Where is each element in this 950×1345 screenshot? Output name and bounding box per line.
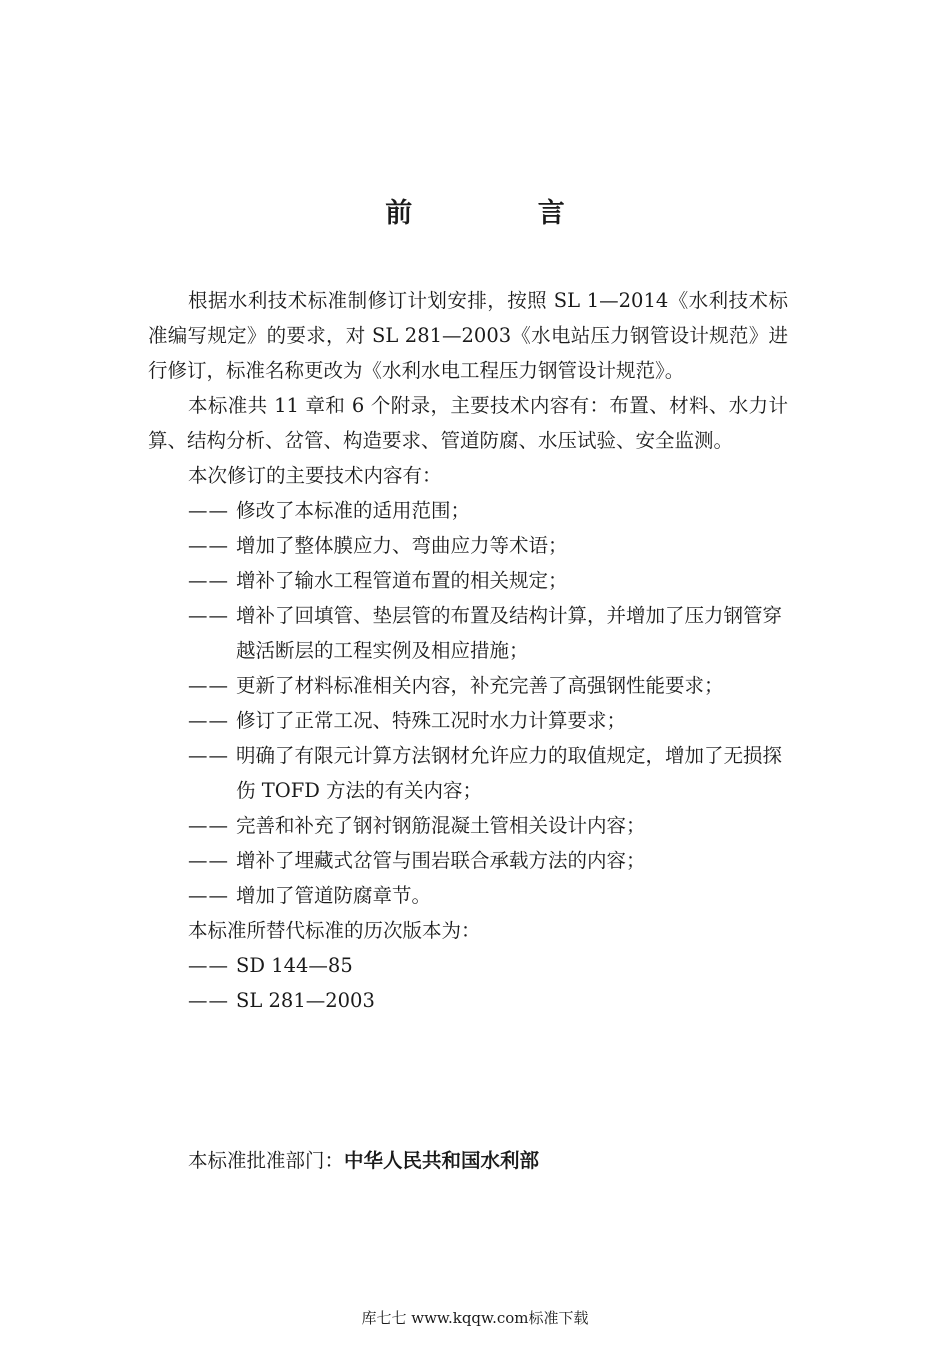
page-footer: 库七七 www.kqqw.com标准下载 (361, 1309, 589, 1327)
scope-paragraph: 本标准共 11 章和 6 个附录，主要技术内容有：布置、材料、水力计算、结构分析、岔管、构造要求、管道防腐、水压试验、安全监测。 (148, 394, 788, 452)
history-intro: 本标准所替代标准的历次版本为： (188, 919, 481, 942)
list-item: —— 更新了材料标准相关内容，补充完善了高强钢性能要求； (148, 668, 788, 703)
approval-label: 本标准批准部门： (188, 1149, 345, 1172)
intro-paragraph: 根据水利技术标准制修订计划安排，按照 SL 1—2014《水利技术标准编写规定》的要求，对 SL 281—2003《水电站压力钢管设计规范》进行修订，标准名称更改为《水利水电工程压力钢管设计规范》。 (148, 289, 788, 382)
approval-line (188, 1143, 539, 1178)
list-item: —— 增加了管道防腐章节。 (148, 878, 788, 913)
list-item: —— 增补了回填管、垫层管的布置及结构计算，并增加了压力钢管穿越活断层的工程实例及相应措施； (148, 598, 788, 668)
revision-intro: 本次修订的主要技术内容有： (188, 464, 442, 487)
history-version: —— SL 281—2003 (148, 983, 788, 1018)
list-item: —— 完善和补充了钢衬钢筋混凝土管相关设计内容； (148, 808, 788, 843)
dash-marker: —— (188, 534, 229, 557)
dash-marker: —— (188, 569, 229, 592)
list-item: —— 增加了整体膜应力、弯曲应力等术语； (148, 528, 788, 563)
list-item: —— 修订了正常工况、特殊工况时水力计算要求； (148, 703, 788, 738)
dash-marker: —— (188, 709, 229, 732)
dash-marker: —— (188, 954, 229, 977)
dash-marker: —— (188, 849, 229, 872)
list-item: —— 增补了输水工程管道布置的相关规定； (148, 563, 788, 598)
revision-list (148, 493, 788, 913)
dash-marker: —— (188, 989, 229, 1012)
list-item: —— 修改了本标准的适用范围； (148, 493, 788, 528)
dash-marker: —— (188, 499, 229, 522)
preface-body (148, 283, 788, 1018)
list-item: —— 明确了有限元计算方法钢材允许应力的取值规定，增加了无损探伤 TOFD 方法的有关内容； (148, 738, 788, 808)
dash-marker: —— (188, 604, 229, 627)
approval-department: 中华人民共和国水利部 (344, 1149, 540, 1172)
list-item: —— 增补了埋藏式岔管与围岩联合承载方法的内容； (148, 843, 788, 878)
dash-marker: —— (188, 674, 229, 697)
dash-marker: —— (188, 884, 229, 907)
history-list (148, 948, 788, 1018)
dash-marker: —— (188, 744, 229, 767)
dash-marker: —— (188, 814, 229, 837)
page-title: 前 言 (385, 198, 623, 229)
history-version: —— SD 144—85 (148, 948, 788, 983)
